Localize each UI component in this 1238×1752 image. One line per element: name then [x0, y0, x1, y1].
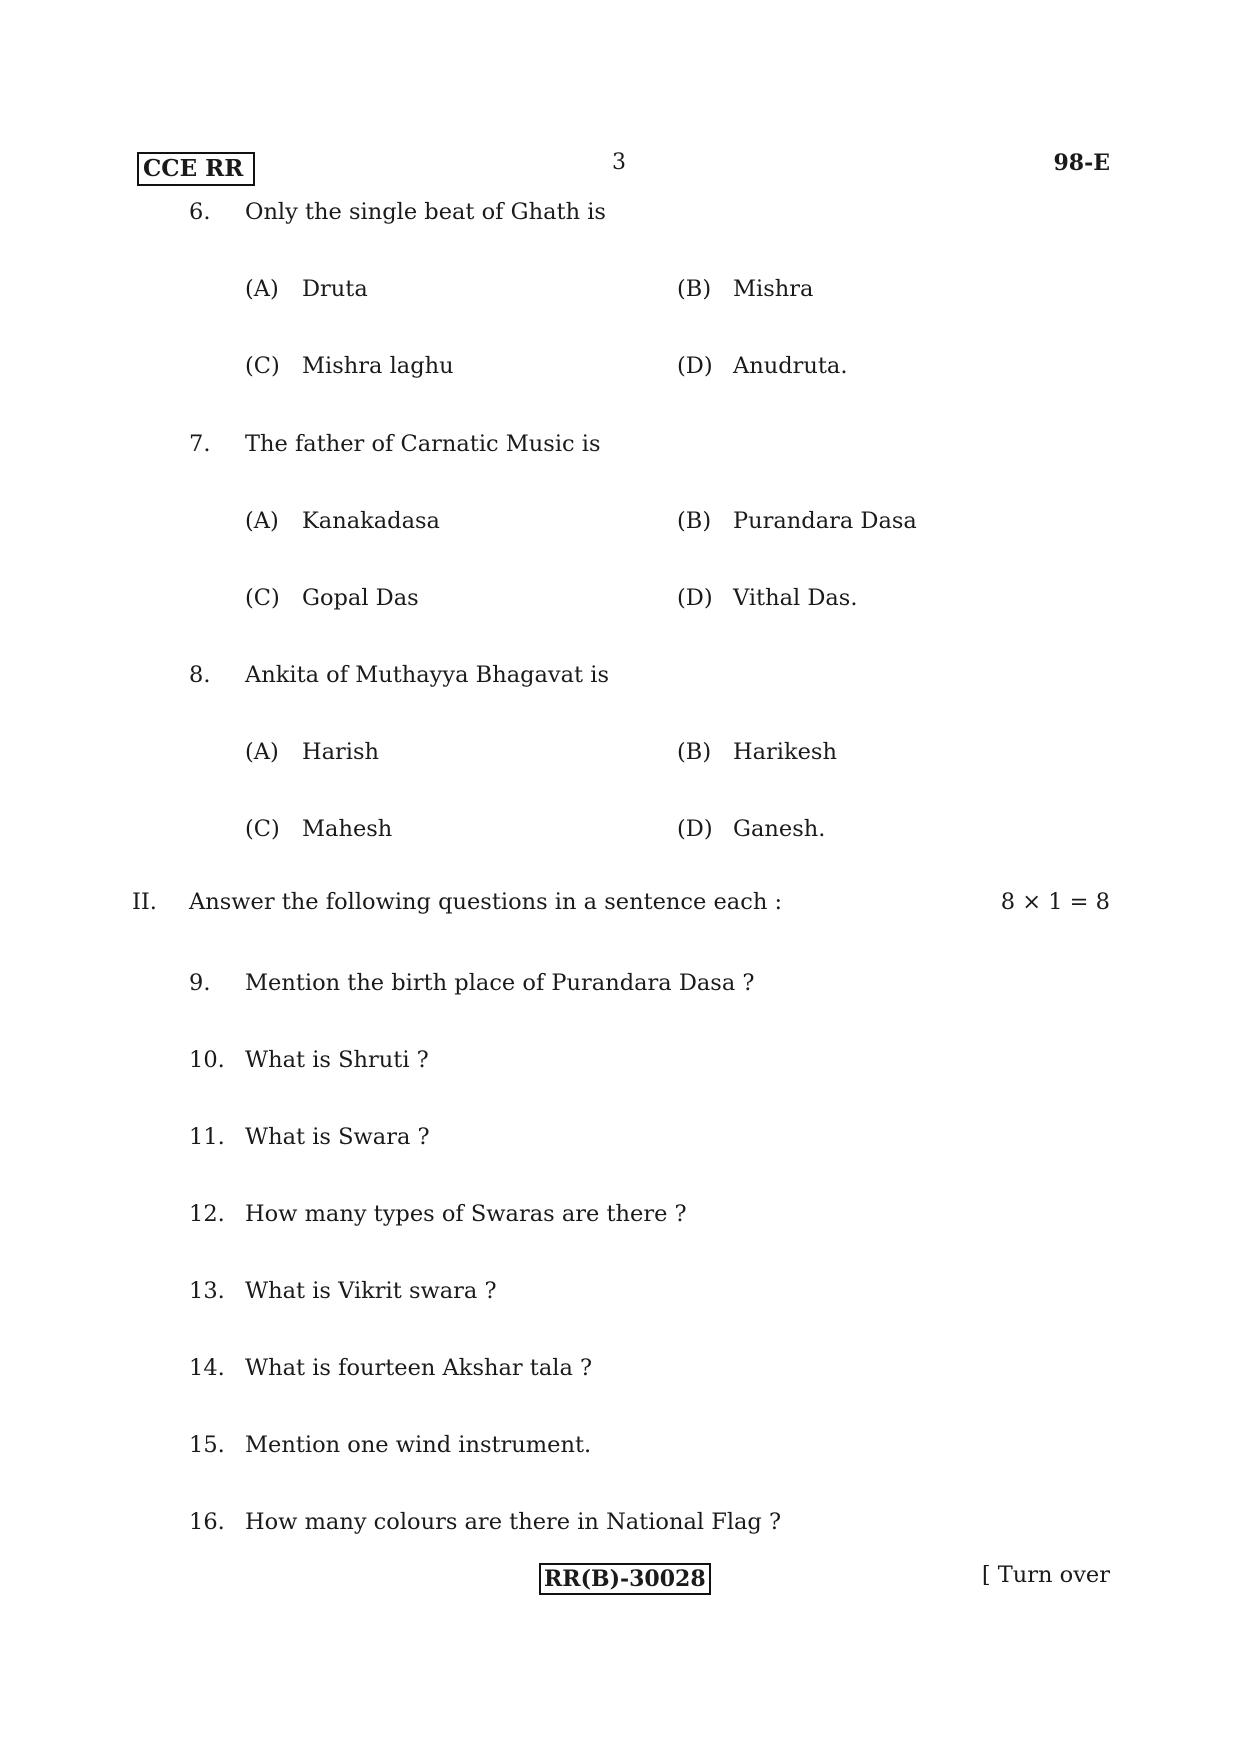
question-text: What is Shruti ?: [245, 1047, 429, 1073]
section-number: II.: [132, 889, 157, 915]
option-text: Vithal Das.: [733, 585, 858, 611]
section-instruction: Answer the following questions in a sentence each :: [189, 889, 783, 915]
option-label: (B): [677, 739, 712, 765]
question-text: How many types of Swaras are there ?: [245, 1201, 687, 1227]
question-text: How many colours are there in National Flag ?: [245, 1509, 782, 1535]
option-text: Gopal Das: [302, 585, 419, 611]
page-number: 3: [612, 150, 626, 175]
option-text: Kanakadasa: [302, 508, 440, 534]
question-number: 14.: [189, 1355, 225, 1381]
paper-code: 98-E: [1053, 150, 1110, 176]
question-text: The father of Carnatic Music is: [245, 431, 601, 457]
turn-over-note: [ Turn over: [981, 1562, 1110, 1588]
option-text: Mishra: [733, 276, 814, 302]
option-text: Mishra laghu: [302, 353, 454, 379]
option-label: (C): [245, 816, 280, 842]
footer-code-box: RR(B)-30028: [539, 1563, 711, 1595]
option-text: Mahesh: [302, 816, 393, 842]
option-label: (A): [245, 276, 279, 302]
option-label: (B): [677, 508, 712, 534]
option-label: (A): [245, 508, 279, 534]
option-label: (D): [677, 585, 713, 611]
question-text: What is Swara ?: [245, 1124, 430, 1150]
option-text: Ganesh.: [733, 816, 826, 842]
question-number: 12.: [189, 1201, 225, 1227]
option-text: Harikesh: [733, 739, 837, 765]
question-text: Ankita of Muthayya Bhagavat is: [245, 662, 609, 688]
question-text: What is fourteen Akshar tala ?: [245, 1355, 593, 1381]
option-label: (C): [245, 585, 280, 611]
option-text: Purandara Dasa: [733, 508, 917, 534]
option-label: (C): [245, 353, 280, 379]
question-number: 9.: [189, 970, 211, 996]
question-number: 8.: [189, 662, 211, 688]
question-number: 11.: [189, 1124, 225, 1150]
option-label: (D): [677, 353, 713, 379]
section-marks: 8 × 1 = 8: [1000, 889, 1110, 915]
question-number: 10.: [189, 1047, 225, 1073]
option-label: (B): [677, 276, 712, 302]
option-text: Druta: [302, 276, 368, 302]
header-code-box: CCE RR: [137, 152, 255, 186]
question-number: 13.: [189, 1278, 225, 1304]
option-text: Harish: [302, 739, 380, 765]
option-label: (A): [245, 739, 279, 765]
question-text: Mention the birth place of Purandara Dasa ?: [245, 970, 755, 996]
question-number: 6.: [189, 199, 211, 225]
question-text: What is Vikrit swara ?: [245, 1278, 497, 1304]
question-number: 16.: [189, 1509, 225, 1535]
question-number: 7.: [189, 431, 211, 457]
option-label: (D): [677, 816, 713, 842]
question-number: 15.: [189, 1432, 225, 1458]
question-text: Only the single beat of Ghath is: [245, 199, 606, 225]
option-text: Anudruta.: [733, 353, 848, 379]
question-text: Mention one wind instrument.: [245, 1432, 592, 1458]
